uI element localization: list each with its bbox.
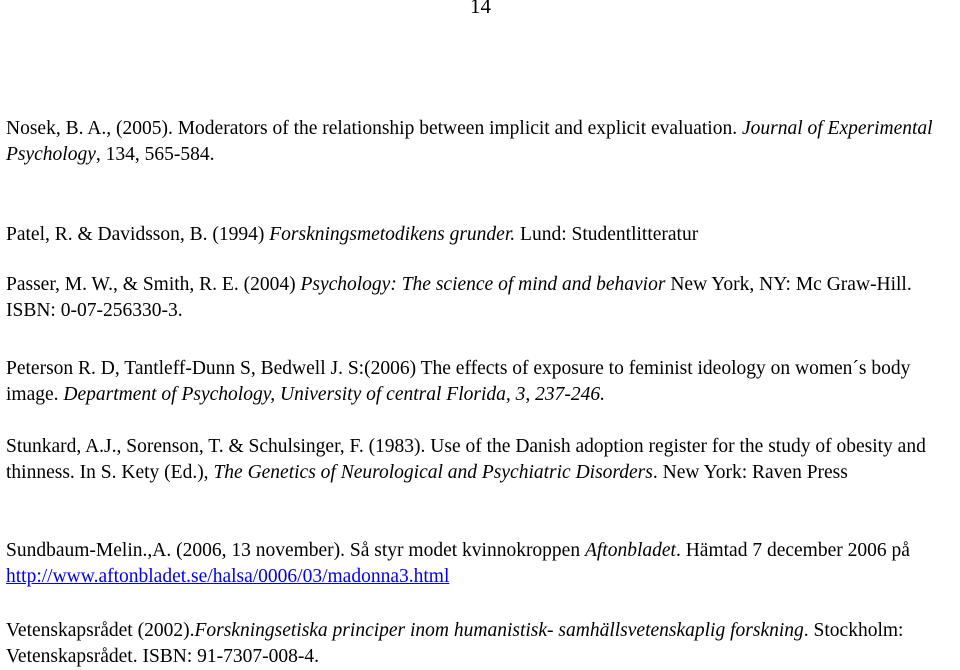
reference-vetenskapsradet <box>6 618 951 670</box>
book-title: Forskningsetiska principer inom humanistisk- samhällsvetenskaplig forskning <box>194 620 804 641</box>
book-title: Psychology: The science of mind and behavior <box>300 274 666 295</box>
reference-text: . Hämtad 7 december 2006 på <box>675 540 910 561</box>
source-title: Department of Psychology, University of central Florida, 3, 237-246. <box>63 384 605 405</box>
reference-text: Lund: Studentlitteratur <box>515 224 699 245</box>
reference-text: Patel, R. & Davidsson, B. (1994) <box>6 224 270 245</box>
reference-peterson <box>6 356 951 408</box>
journal-title: Journal of Experimental Psychology <box>6 118 933 165</box>
reference-text: , 134, 565-584. <box>95 144 215 165</box>
reference-nosek <box>6 116 951 168</box>
reference-text: Sundbaum-Melin.,A. (2006, 13 november). Så styr modet kvinnokroppen <box>6 540 585 561</box>
reference-stunkard <box>6 434 951 486</box>
reference-sundbaum <box>6 538 951 590</box>
page-number: 14 <box>470 0 491 18</box>
book-title: The Genetics of Neurological and Psychiatric Disorders <box>213 462 653 483</box>
reference-text: . New York: Raven Press <box>652 462 848 483</box>
reference-text: . Stockholm: Vetenskapsrådet. ISBN: 91-7307-008-4. <box>6 620 904 667</box>
book-title: Forskningsmetodikens grunder. <box>269 224 516 245</box>
reference-text: Vetenskapsrådet (2002). <box>6 620 195 641</box>
reference-text: Stunkard, A.J., Sorenson, T. & Schulsinger, F. (1983). Use of the Danish adoption register for the study of obesity and thinness. In S. Kety (Ed.), <box>6 436 926 483</box>
reference-passer <box>6 272 951 324</box>
aftonbladet-link[interactable]: http://www.aftonbladet.se/halsa/0006/03/madonna3.html <box>6 566 450 587</box>
reference-text: New York, NY: Mc Graw-Hill. ISBN: 0-07-256330-3. <box>6 274 912 321</box>
reference-text: Peterson R. D, Tantleff-Dunn S, Bedwell J. S:(2006) The effects of exposure to feminist ideology on women´s body image. <box>6 358 911 405</box>
reference-patel <box>6 222 951 248</box>
reference-text: Passer, M. W., & Smith, R. E. (2004) <box>6 274 301 295</box>
source-title: Aftonbladet <box>584 540 676 561</box>
reference-text: Nosek, B. A., (2005). Moderators of the relationship between implicit and explicit evaluation. <box>6 118 742 139</box>
